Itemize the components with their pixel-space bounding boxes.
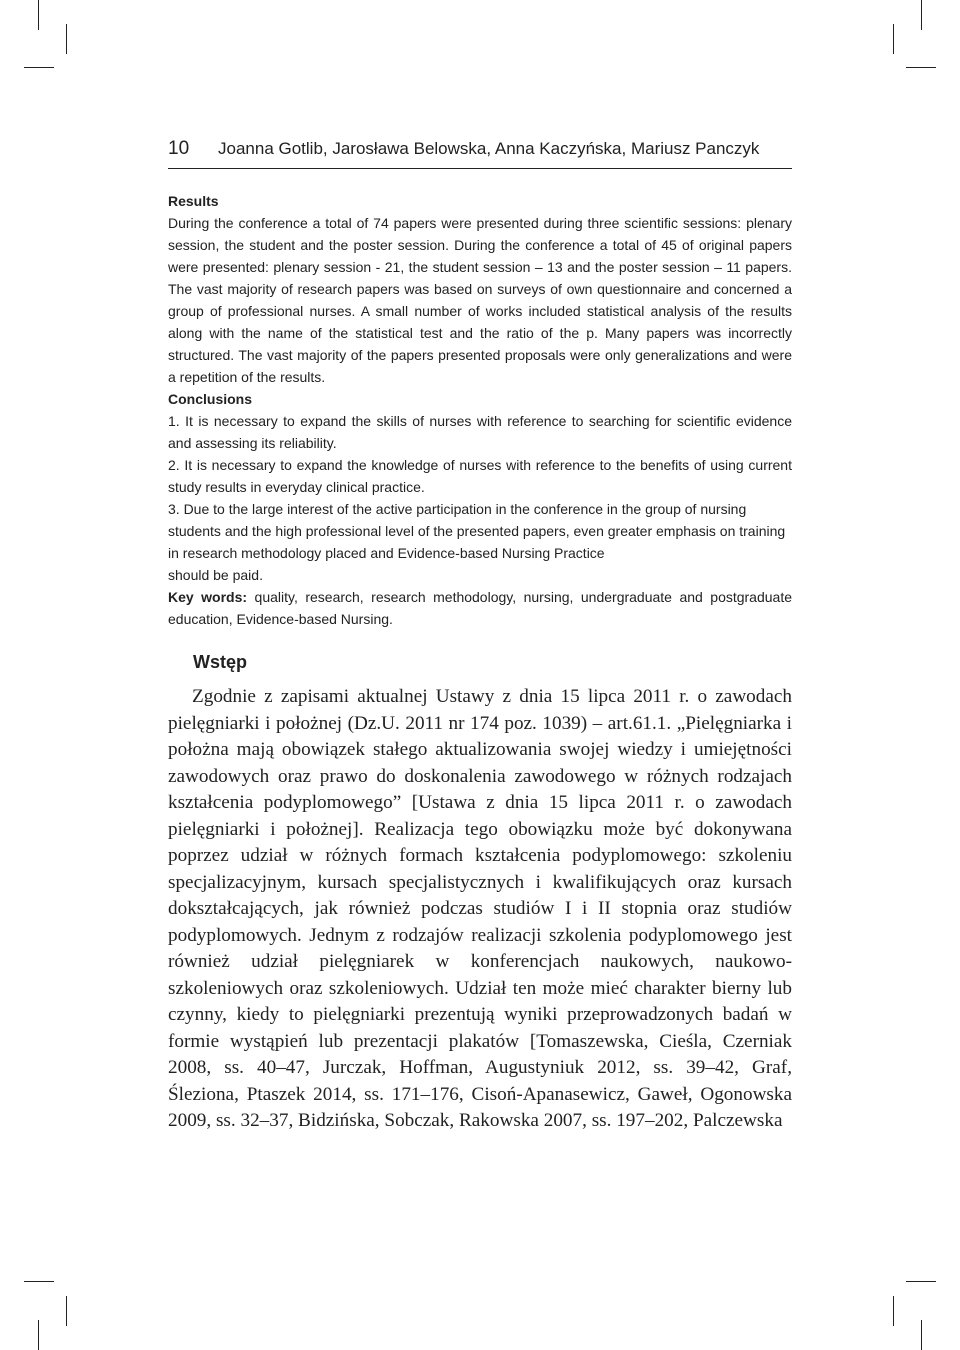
conclusion-item: 3. Due to the large interest of the active participation in the conference in the group of nursing students and the high professional level of the presented papers, even greater emphasis on training in research methodology placed and Evidence-based Nursing Practice	[168, 501, 786, 561]
conclusion-item-continuation: should be paid.	[168, 567, 263, 583]
crop-mark	[24, 67, 54, 68]
crop-mark	[38, 1320, 39, 1350]
header-rule	[168, 168, 792, 169]
crop-mark	[893, 24, 894, 54]
running-header	[168, 136, 792, 166]
crop-mark	[38, 0, 39, 30]
conclusion-item: 2. It is necessary to expand the knowledge of nurses with reference to the benefits of using current study results in everyday clinical practice.	[168, 457, 792, 495]
crop-mark	[24, 1281, 54, 1282]
body-paragraph: Zgodnie z zapisami aktualnej Ustawy z dnia 15 lipca 2011 r. o zawodach pielęgniarki i położnej (Dz.U. 2011 nr 174 poz. 1039) – art.61.1. „Pielęgniarka i położna mają obowiązek stałego aktualizowania swojej wiedzy i umiejętności zawodowych oraz prawo do doskonalenia zawodowego w różnych rodzajach kształcenia podyplomowego” [Ustawa z dnia 15 lipca 2011 r. o zawodach pielęgniarki i położnej]. Realizacja tego obowiązku może być dokonywana poprzez udział w różnych formach kształcenia podyplomowego: szkoleniu specjalizacyjnym, kursach specjalistycznych i kwalifikujących oraz kursach dokształcających, jak również podczas studiów I i II stopnia oraz studiów podyplomowych. Jednym z rodzajów realizacji szkolenia podyplomowego jest również udział pielęgniarek w konferencjach naukowych, naukowo-szkoleniowych oraz szkoleniowych. Udział ten może mieć charakter bierny lub czynny, kiedy to pielęgniarki prezentują wyniki przeprowadzonych badań w formie wystąpień lub prezentacji plakatów [Tomaszewska, Cieśla, Czerniak 2008, ss. 40–47, Jurczak, Hoffman, Augustyniuk 2012, ss. 39–42, Graf, Śleziona, Ptaszek 2014, ss. 171–176, Cisoń-Apanasewicz, Gaweł, Ogonowska 2009, ss. 32–37, Bidzińska, Sobczak, Rakowska 2007, ss. 197–202, Palczewska	[168, 686, 792, 1131]
crop-mark	[66, 24, 67, 54]
section-title: Wstęp	[193, 652, 247, 672]
crop-mark	[906, 1281, 936, 1282]
crop-mark	[921, 0, 922, 30]
conclusions-heading: Conclusions	[168, 391, 253, 407]
keywords	[168, 586, 792, 630]
crop-mark	[66, 1296, 67, 1326]
results-heading: Results	[168, 193, 219, 209]
crop-mark	[906, 67, 936, 68]
crop-mark	[921, 1320, 922, 1350]
crop-mark	[893, 1296, 894, 1326]
page-number: 10	[168, 138, 190, 159]
keywords-label: Key words:	[168, 589, 248, 605]
abstract	[168, 190, 792, 630]
author-list: Joanna Gotlib, Jarosława Belowska, Anna Kaczyńska, Mariusz Panczyk	[218, 139, 760, 158]
results-text: During the conference a total of 74 papers were presented during three scientific sessions: plenary session, the student and the poster session. During the conference a total of 45 of original papers were presented: plenary session - 21, the student session – 13 and the poster session – 11 papers. The vast majority of research papers was based on surveys of own questionnaire and concerned a group of professional nurses. A small number of works included statistical analysis of the results along with the name of the statistical test and the ratio of the p. Many papers was incorrectly structured. The vast majority of the papers presented proposals were only generalizations and were a repetition of the results.	[168, 215, 792, 385]
keywords-text: quality, research, research methodology, nursing, undergraduate and postgraduate education, Evidence-based Nursing.	[168, 589, 793, 627]
conclusion-item: 1. It is necessary to expand the skills of nurses with reference to searching for scientific evidence and assessing its reliability.	[168, 413, 792, 451]
body-text	[168, 684, 792, 1135]
